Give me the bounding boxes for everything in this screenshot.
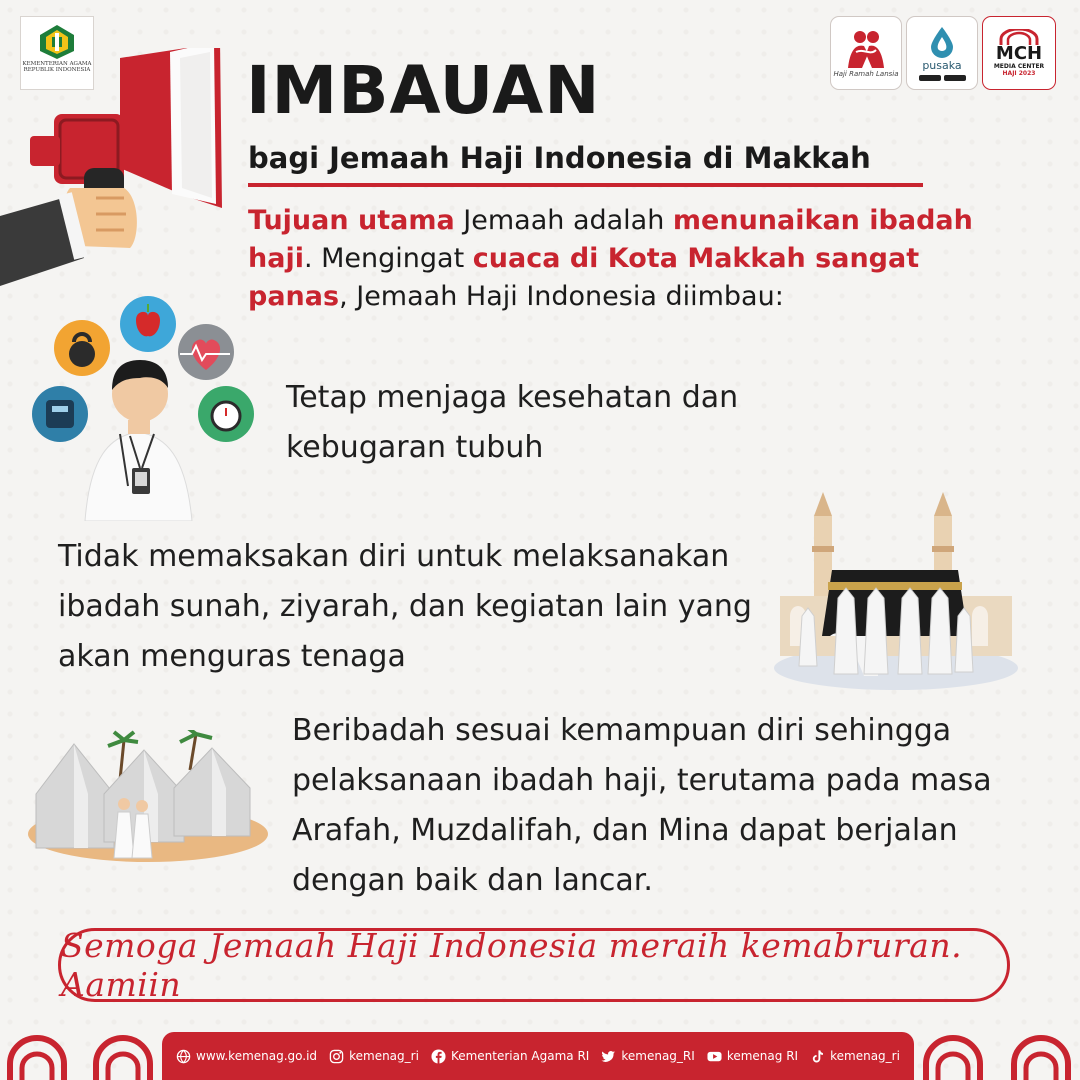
tiktok-icon: [810, 1049, 825, 1064]
pusaka-logo: [906, 16, 978, 90]
footer-twitter[interactable]: [601, 1049, 694, 1064]
footer-facebook-text: Kementerian Agama RI: [450, 1049, 590, 1063]
kaaba-illustration: [772, 486, 1020, 692]
scale-icon: [46, 400, 74, 428]
tents-illustration: [28, 730, 274, 864]
stopwatch-icon: [212, 402, 240, 430]
haji-ramah-lansia-logo: [830, 16, 902, 90]
footer-youtube-text: kemenag RI: [726, 1049, 799, 1063]
footer-facebook[interactable]: [431, 1049, 589, 1064]
intro-text: , Jemaah Haji Indonesia diimbau:: [339, 281, 784, 312]
twitter-icon: [601, 1049, 616, 1064]
facebook-icon: [431, 1049, 446, 1064]
kemenag-logo-text: KEMENTERIAN AGAMA REPUBLIK INDONESIA: [22, 61, 92, 73]
closing-message: Semoga Jemaah Haji Indonesia meraih kemabruran. Aamiin: [61, 926, 963, 1004]
globe-icon: [176, 1049, 191, 1064]
megaphone-illustration: [0, 48, 240, 288]
footer-youtube[interactable]: [707, 1049, 798, 1064]
closing-banner: [58, 928, 1010, 1002]
corner-decoration-left: [6, 1034, 68, 1080]
corner-decoration-right-2: [1010, 1034, 1072, 1080]
footer-instagram[interactable]: [329, 1049, 419, 1064]
app-store-badges: [919, 75, 966, 81]
footer-tiktok[interactable]: [810, 1049, 900, 1064]
intro-highlight: Tujuan utama: [248, 205, 455, 236]
app-store-badge: [919, 75, 941, 81]
intro-highlight: cuaca di Kota Makkah sangat panas: [248, 243, 920, 312]
youtube-icon: [707, 1049, 722, 1064]
mch-logo: [982, 16, 1056, 90]
intro-paragraph: [248, 202, 1008, 316]
footer-tiktok-text: kemenag_ri: [830, 1049, 900, 1063]
advice-point-3: Beribadah sesuai kemampuan diri sehingga pelaksanaan ibadah haji, terutama pada masa Arafah, Muzdalifah, dan Mina dapat berjalan dengan baik dan lancar.: [292, 713, 992, 898]
footer-website[interactable]: [176, 1049, 317, 1064]
mch-year: HAJI 2023: [1002, 70, 1036, 77]
elderly-couple-icon: [842, 28, 890, 70]
pusaka-drop-icon: [927, 25, 957, 59]
footer-instagram-text: kemenag_ri: [349, 1049, 419, 1063]
instagram-icon: [329, 1049, 344, 1064]
play-store-badge: [944, 75, 966, 81]
intro-highlight: menunaikan ibadah haji: [248, 205, 973, 274]
page-title: IMBAUAN: [246, 52, 601, 129]
mch-subtitle: MEDIA CENTER: [993, 63, 1045, 70]
footer-social-bar: [162, 1032, 914, 1080]
advice-point-1: Tetap menjaga kesehatan dan kebugaran tubuh: [286, 380, 739, 465]
intro-text: Jemaah adalah: [454, 205, 673, 236]
pusaka-text: pusaka: [922, 59, 962, 72]
corner-decoration-right: [922, 1034, 984, 1080]
haji-ramah-lansia-text: Haji Ramah Lansia: [833, 70, 899, 78]
corner-decoration-left-2: [92, 1034, 154, 1080]
footer-website-text: www.kemenag.go.id: [196, 1049, 318, 1063]
page-subtitle: bagi Jemaah Haji Indonesia di Makkah: [248, 141, 871, 175]
title-underline: [248, 183, 923, 187]
footer-twitter-text: kemenag_RI: [621, 1049, 695, 1063]
mch-text: MCH: [995, 43, 1043, 64]
intro-text: . Mengingat: [303, 243, 473, 274]
health-illustration: [30, 296, 265, 521]
advice-point-2: Tidak memaksakan diri untuk melaksanakan ibadah sunah, ziyarah, dan kegiatan lain yang akan menguras tenaga: [58, 539, 752, 674]
